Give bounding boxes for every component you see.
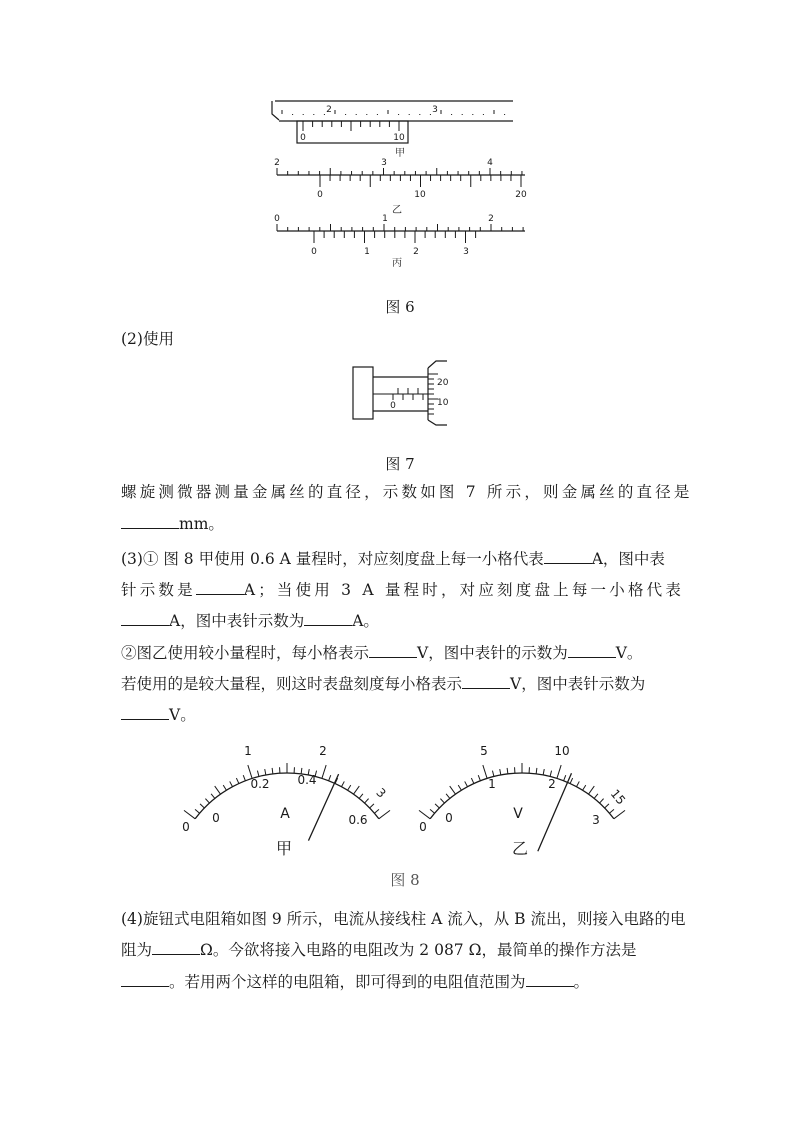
tick-mark [471,778,474,783]
answer-blank[interactable] [121,970,169,987]
tick-mark [365,799,369,803]
q3-text-5b: V，图中表针示数为 [510,675,646,693]
bing-main-label-1: 1 [382,214,388,224]
caliper-jia [272,101,513,159]
ammeter-outer-label-3: 3 [373,785,389,801]
tick-mark [215,786,221,794]
voltmeter-inner-label-1: 1 [488,777,496,791]
figure-8-meters [0,730,800,870]
tick-mark [272,768,273,774]
ammeter-dial [182,744,390,858]
ammeter-inner-label-02: 0.2 [250,777,270,791]
voltmeter-unit: V [513,806,523,822]
q4-text-3c: 。 [573,973,590,991]
voltmeter-outer-label-5: 5 [480,744,488,758]
q3-line-2 [121,576,691,604]
tick-mark [435,804,439,808]
q3-text-1b: A，图中表 [591,550,665,568]
answer-blank[interactable] [152,938,200,955]
q4-text-1: (4)旋钮式电阻箱如图 9 所示，电流从接线柱 A 流入，从 B 流出，则接入电路的电 [121,910,686,928]
ammeter-unit: A [280,806,290,822]
tick-mark [265,769,266,775]
voltmeter-outer-label-0: 0 [419,820,427,834]
tick-mark [609,809,614,813]
bing-main-label-0: 0 [274,214,280,224]
voltmeter-inner-label-2: 2 [548,777,556,791]
tick-mark [379,810,390,818]
yi-main-label-3: 3 [381,158,387,168]
tick-mark [614,810,625,818]
jia-name: 甲 [395,148,405,159]
answer-blank[interactable] [121,703,169,720]
answer-blank[interactable] [121,609,169,626]
q2-unit: mm。 [179,515,224,533]
tick-mark [583,785,586,790]
tick-mark [465,781,468,786]
q4-text-2b: Ω。今欲将接入电路的电阻改为 2 087 Ω，最简单的操作方法是 [200,941,637,959]
sleeve-label-0: 0 [390,401,396,411]
q3-line-5 [121,670,691,698]
q2-line-2 [121,510,691,538]
tick-mark [329,775,331,781]
ammeter-name: 甲 [275,839,293,858]
ammeter-inner-label-0: 0 [212,811,220,825]
caliper-yi [274,158,527,216]
tick-mark [492,771,493,777]
answer-blank[interactable] [121,512,179,529]
tick-mark [564,775,566,781]
bing-main-label-2: 2 [488,214,494,224]
tick-mark [184,810,195,818]
thimble-label-10: 10 [437,398,449,408]
q3-text-4b: V，图中表针的示数为 [417,644,568,662]
yi-main-label-2: 2 [274,158,280,168]
tick-mark [200,804,204,808]
q3-line-3 [121,607,691,635]
tick-mark [322,765,326,778]
tick-mark [557,765,561,778]
voltmeter-dial [419,744,628,858]
tick-mark [543,769,544,775]
thimble-label-20: 20 [437,378,449,388]
yi-vernier-label-10: 10 [414,190,426,200]
tick-mark [589,786,595,794]
answer-blank[interactable] [304,609,352,626]
tick-mark [605,804,609,808]
yi-main-label-4: 4 [487,158,493,168]
ammeter-outer-label-0: 0 [182,820,190,834]
q2-line-1 [121,478,691,506]
answer-blank[interactable] [526,970,574,987]
ammeter-inner-label-06: 0.6 [348,813,368,827]
tick-mark [570,778,573,783]
q4-text-3b: 。若用两个这样的电阻箱，即可得到的电阻值范围为 [169,973,526,991]
bing-vernier-label-2: 2 [413,247,419,257]
yi-name: 乙 [392,205,402,216]
tick-mark [374,809,379,813]
q3-text-4a: ②图乙使用较小量程时，每小格表示 [121,644,370,662]
figure-7-micrometer [0,350,800,450]
figure-6-calipers [0,0,800,300]
q3-text-2b: A；当使用 3 A 量程时，对应刻度盘上每一小格代表 [243,581,685,599]
tick-mark [230,781,233,786]
tick-mark [223,785,226,790]
answer-blank[interactable] [544,547,592,564]
q3-text-1a: (3)① 图 8 甲使用 0.6 A 量程时，对应刻度盘上每一小格代表 [121,550,544,568]
yi-vernier-label-20: 20 [515,190,527,200]
q4-text-2a: 阻为 [121,941,153,959]
tick-mark [550,771,551,777]
tick-mark [450,786,456,794]
tick-mark [458,785,461,790]
tick-mark [211,794,215,799]
ammeter-inner-label-04: 0.4 [297,773,317,787]
tick-mark [205,799,209,803]
jia-vernier-label-0: 0 [300,133,306,143]
answer-blank[interactable] [196,578,244,595]
ammeter-outer-label-1: 1 [244,744,252,758]
jia-main-label-3: 3 [432,105,438,115]
tick-mark [536,768,537,774]
tick-mark [440,799,444,803]
tick-mark [430,809,435,813]
figure-8-caption: 图 8 [390,871,420,889]
tick-mark [600,799,604,803]
q4-line-1 [121,905,691,933]
bing-name: 丙 [392,258,402,269]
tick-mark [483,765,487,778]
bing-vernier-label-0: 0 [311,247,317,257]
q3-text-2a: 针示数是 [121,581,196,599]
tick-mark [348,785,351,790]
figure-7-caption: 图 7 [385,455,415,473]
q3-line-6 [121,701,691,729]
tick-mark [478,775,480,781]
jia-vernier-label-10: 10 [393,133,405,143]
answer-blank[interactable] [462,672,510,689]
tick-mark [195,809,200,813]
q3-text-4c: V。 [615,644,643,662]
q3-line-1 [121,545,691,573]
section-2-label: (2)使用 [121,330,174,348]
tick-mark [507,768,508,774]
ammeter-outer-label-2: 2 [319,744,327,758]
caliper-bing [274,214,525,269]
jia-main-label-2: 2 [326,105,332,115]
voltmeter-outer-label-10: 10 [554,744,570,758]
tick-mark [594,794,598,799]
bing-vernier-label-1: 1 [364,247,370,257]
yi-vernier-label-0: 0 [317,190,323,200]
tick-mark [341,781,344,786]
tick-mark [446,794,450,799]
tick-mark [576,781,579,786]
tick-mark [370,804,374,808]
tick-mark [257,771,258,777]
q3-text-3b: A。 [352,612,379,630]
q4-line-2 [121,936,691,964]
answer-blank[interactable] [369,641,417,658]
answer-blank[interactable] [568,641,616,658]
tick-mark [243,775,245,781]
tick-mark [354,786,360,794]
tick-mark [236,778,239,783]
voltmeter-inner-label-0: 0 [445,811,453,825]
bing-vernier-label-3: 3 [463,247,469,257]
q3-text-3a: A，图中表针示数为 [169,612,305,630]
q2-text: 螺旋测微器测量金属丝的直径，示数如图 7 所示，则金属丝的直径是 [121,483,693,501]
tick-mark [419,810,430,818]
q4-line-3 [121,968,691,996]
figure-6-caption: 图 6 [385,298,415,316]
q3-line-4 [121,639,691,667]
voltmeter-inner-label-3: 3 [592,813,600,827]
tick-mark [500,769,501,775]
q3-text-5a: 若使用的是较大量程，则这时表盘刻度每小格表示 [121,675,463,693]
q3-text-6a: V。 [169,706,196,724]
tick-mark [359,794,363,799]
voltmeter-outer-label-15: 15 [607,786,629,808]
voltmeter-name: 乙 [511,839,529,858]
